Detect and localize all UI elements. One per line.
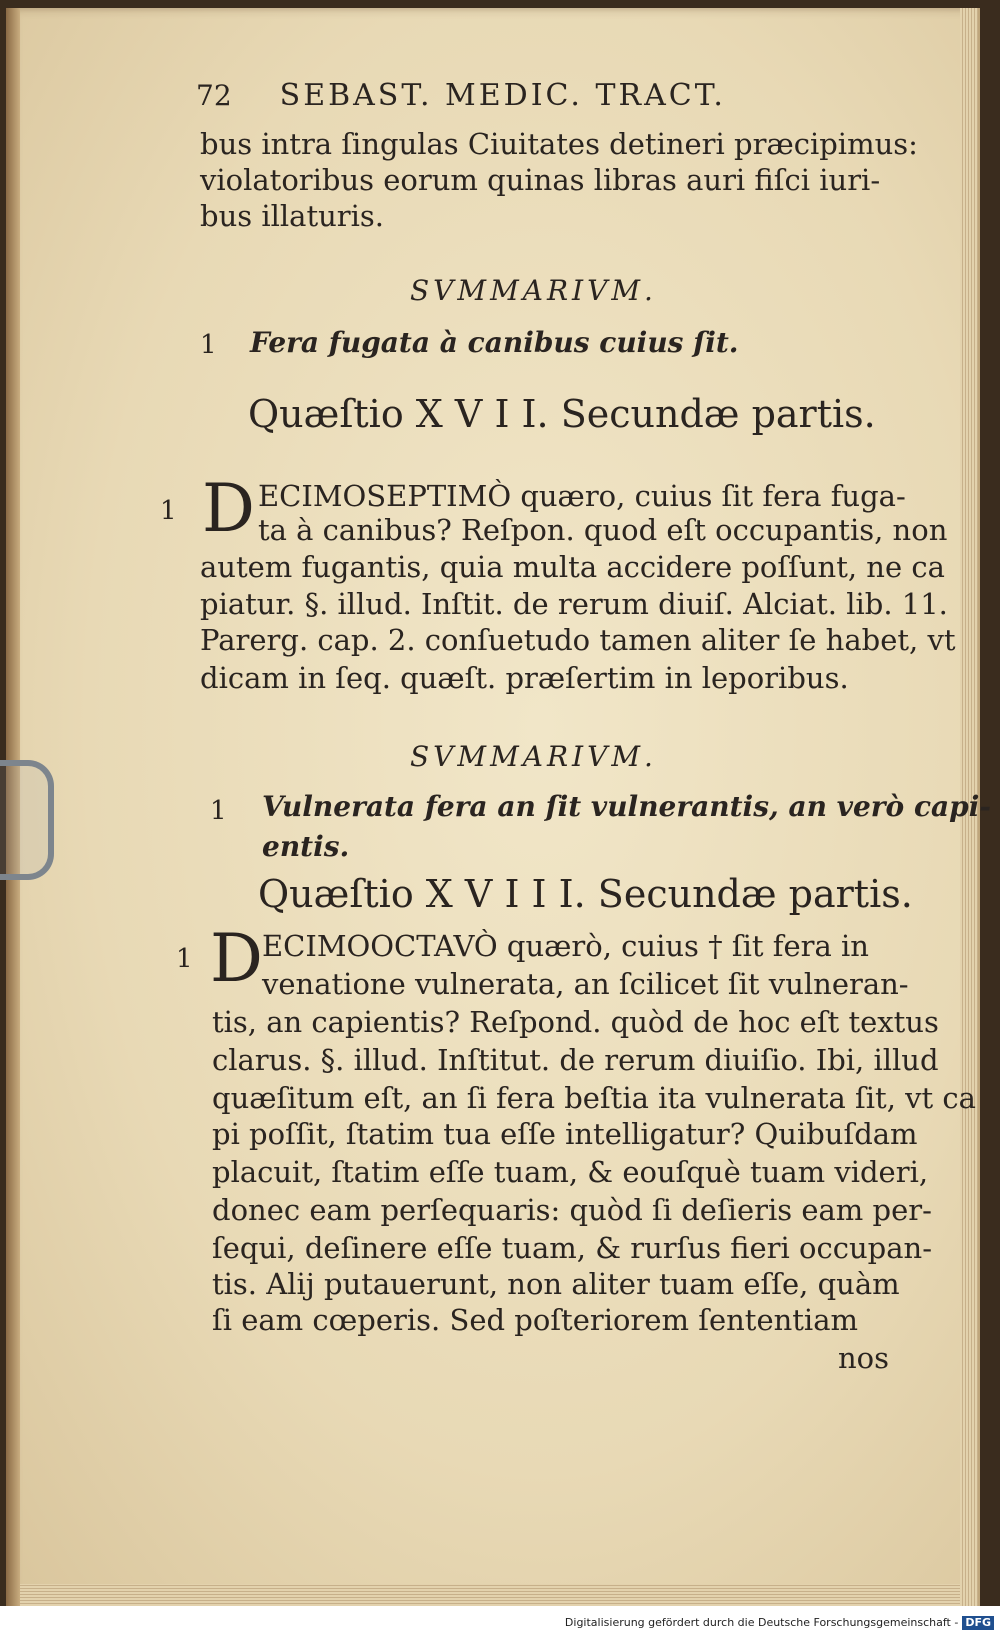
text-line: tis. Alij putauerunt, non aliter tuam eſſe, quàm bbox=[212, 1267, 900, 1301]
margin-number: 1 bbox=[160, 496, 177, 526]
summary-item: Fera fugata à canibus cuius ſit. bbox=[250, 326, 739, 359]
text-line: tis, an capientis? Reſpond. quòd de hoc eſt textus bbox=[212, 1005, 939, 1039]
margin-number: 1 bbox=[176, 944, 193, 974]
digitization-credit bbox=[560, 1613, 1000, 1633]
running-title: SEBAST. MEDIC. TRACT. bbox=[279, 78, 726, 113]
running-header bbox=[196, 78, 796, 113]
question-heading: Quæſtio X V I I. Secundæ partis. bbox=[248, 392, 876, 436]
text-line: ſi eam cœperis. Sed poſteriorem ſententiam bbox=[212, 1303, 859, 1337]
text-line: ECIMOSEPTIMÒ quæro, cuius ſit fera fuga- bbox=[258, 479, 906, 513]
text-line: bus intra ſingulas Ciuitates detineri præcipimus: bbox=[200, 127, 918, 161]
dfg-logo: DFG bbox=[962, 1616, 994, 1630]
credit-text: Digitalisierung gefördert durch die Deutsche Forschungsgemeinschaft - bbox=[564, 1616, 959, 1629]
summary-item: Vulnerata fera an ſit vulnerantis, an verò capi- bbox=[262, 790, 991, 823]
text-line: violatoribus eorum quinas libras auri fiſci iuri- bbox=[200, 163, 881, 197]
text-line: pi poſſit, ſtatim tua eſſe intelligatur? Quibuſdam bbox=[212, 1117, 918, 1151]
text-line: autem fugantis, quia multa accidere poſſunt, ne ca bbox=[200, 550, 945, 584]
catchword: nos bbox=[838, 1341, 890, 1375]
text-line: ſequi, deſinere eſſe tuam, & rurſus fieri occupan- bbox=[212, 1231, 932, 1265]
text-line: ECIMOOCTAVÒ quærò, cuius † ſit fera in bbox=[262, 929, 869, 963]
book-clasp bbox=[0, 760, 54, 880]
drop-cap: D bbox=[210, 920, 263, 997]
drop-cap: D bbox=[202, 470, 255, 547]
page-number: 72 bbox=[196, 79, 232, 112]
summary-item: entis. bbox=[262, 830, 350, 863]
page-bottom-edges bbox=[20, 1584, 960, 1606]
summarium-heading: SVMMARIVM. bbox=[410, 274, 657, 307]
summarium-heading: SVMMARIVM. bbox=[410, 740, 657, 773]
text-line: ta à canibus? Reſpon. quod eſt occupantis, non bbox=[258, 513, 948, 547]
text-line: clarus. §. illud. Inſtitut. de rerum diuiſio. Ibi, illud bbox=[212, 1043, 939, 1077]
text-line: piatur. §. illud. Inſtit. de rerum diuiſ. Alciat. lib. 11. bbox=[200, 587, 948, 621]
margin-number: 1 bbox=[210, 796, 227, 826]
text-line: quæſitum eſt, an ſi fera beſtia ita vulnerata ſit, vt ca bbox=[212, 1081, 976, 1115]
margin-number: 1 bbox=[200, 330, 217, 360]
question-heading: Quæſtio X V I I I. Secundæ partis. bbox=[258, 872, 913, 916]
text-line: bus illaturis. bbox=[200, 199, 385, 233]
text-line: Parerg. cap. 2. conſuetudo tamen aliter ſe habet, vt bbox=[200, 623, 956, 657]
text-line: donec eam perſequaris: quòd ſi deſieris eam per- bbox=[212, 1193, 932, 1227]
text-line: dicam in ſeq. quæſt. præſertim in leporibus. bbox=[200, 661, 849, 695]
text-line: placuit, ſtatim eſſe tuam, & eouſquè tuam videri, bbox=[212, 1155, 929, 1189]
text-line: venatione vulnerata, an ſcilicet ſit vulneran- bbox=[262, 967, 909, 1001]
